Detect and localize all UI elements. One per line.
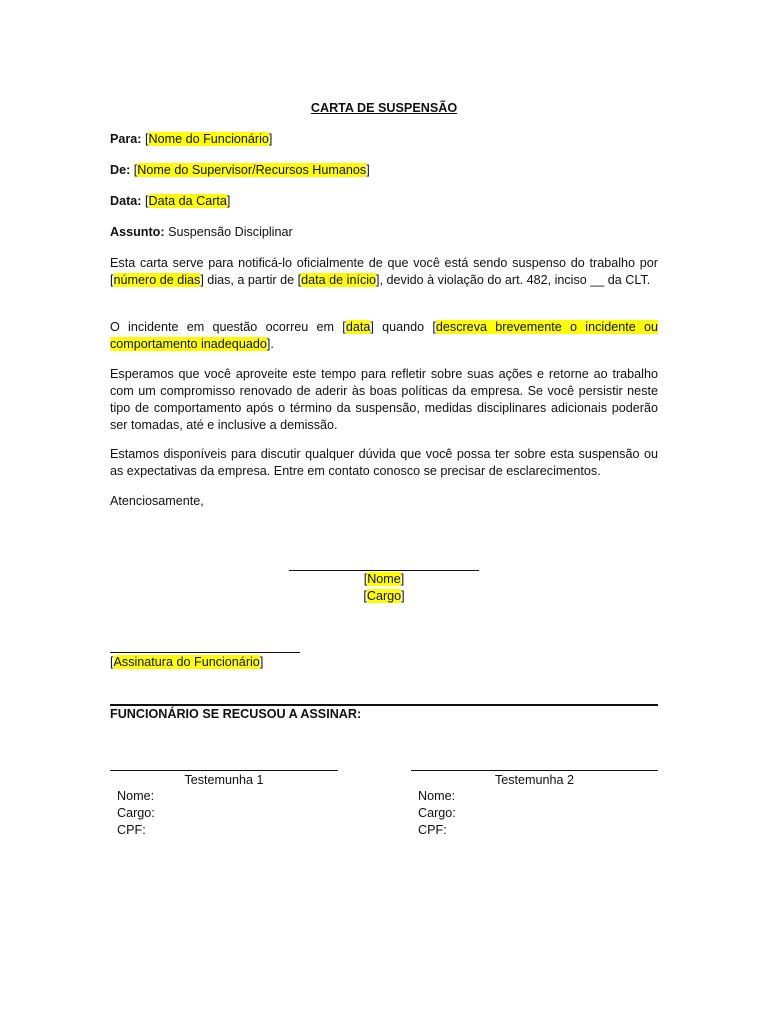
letter-page — [110, 0, 658, 1024]
de-placeholder: Nome do Supervisor/Recursos Humanos — [137, 163, 367, 177]
witness-1-title: Testemunha 1 — [184, 773, 264, 787]
bracket-open: [ — [110, 655, 114, 669]
bracket-open: [ — [363, 589, 367, 603]
witness-1-cargo: Cargo: — [117, 806, 155, 820]
bracket-close: ] — [400, 572, 405, 586]
bracket-close: ] — [259, 655, 264, 669]
document-title: CARTA DE SUSPENSÃO — [310, 101, 458, 115]
employee-signature-label — [110, 654, 263, 671]
signer-role-placeholder: Cargo — [366, 589, 402, 603]
bracket-open: [ — [145, 132, 149, 146]
incident-description-placeholder: descreva brevemente o incidente ou comportamento inadequado — [110, 320, 658, 351]
witness-2-cpf: CPF: — [418, 823, 447, 837]
incident-date-placeholder: data — [345, 320, 371, 334]
bracket-open: [ — [133, 163, 138, 177]
signer-name — [110, 571, 658, 588]
witness-2-nome: Nome: — [418, 789, 456, 803]
data-placeholder: Data da Carta — [148, 194, 227, 208]
days-placeholder: número de dias — [113, 273, 201, 287]
bracket-close: ] — [268, 132, 273, 146]
bracket-open: [ — [363, 572, 368, 586]
paragraph-incident — [110, 319, 658, 353]
closing-text: Atenciosamente, — [110, 494, 204, 508]
witness-2-title: Testemunha 2 — [494, 773, 575, 787]
paragraph-expectations: Esperamos que você aproveite este tempo para refletir sobre suas ações e retorne ao trabalho com um compromisso renovado de aderir às boas políticas da empresa. Se você persistir neste tipo de comportamento após o término da suspensão, medidas disciplinares adicionais poderão ser tomadas, até e inclusive a demissão. — [110, 367, 658, 432]
p2-text-1: O incidente em questão ocorreu em [ — [110, 320, 346, 334]
signer-role — [110, 588, 658, 605]
field-assunto — [110, 224, 293, 241]
p1-text-2: ] dias, a partir de [ — [200, 273, 302, 287]
bracket-close: ] — [226, 194, 231, 208]
refusal-heading: FUNCIONÁRIO SE RECUSOU A ASSINAR: — [110, 707, 362, 721]
employee-signature-line — [110, 652, 300, 653]
data-label: Data: — [110, 194, 142, 208]
de-label: De: — [110, 163, 131, 177]
witness-1-cpf: CPF: — [117, 823, 146, 837]
witness-2-signature-line — [411, 770, 658, 771]
employee-signature-placeholder: Assinatura do Funcionário — [113, 655, 260, 669]
paragraph-contact: Estamos disponíveis para discutir qualquer dúvida que você possa ter sobre esta suspensão ou as expectativas da empresa. Entre em contato conosco se precisar de esclarecimentos. — [110, 447, 658, 478]
witness-1-nome: Nome: — [117, 789, 155, 803]
field-data — [110, 193, 230, 210]
paragraph-notification — [110, 255, 658, 289]
field-de — [110, 162, 370, 179]
field-para — [110, 131, 272, 148]
assunto-value: Suspensão Disciplinar — [168, 225, 293, 239]
p1-text-3: ], devido à violação do art. 482, inciso __ da CLT. — [376, 273, 651, 287]
witness-2-cargo: Cargo: — [418, 806, 456, 820]
bracket-open: [ — [145, 194, 149, 208]
assunto-label: Assunto: — [110, 225, 165, 239]
bracket-close: ] — [366, 163, 370, 177]
p2-text-2: ] quando [ — [370, 320, 436, 334]
p1-text-1: Esta carta serve para notificá-lo oficialmente de que você está sendo suspenso do trabalho por [ — [110, 256, 658, 287]
witness-1-signature-line — [110, 770, 338, 771]
start-date-placeholder: data de início — [301, 273, 377, 287]
signer-name-placeholder: Nome — [367, 572, 401, 586]
p2-text-3: ]. — [266, 337, 274, 351]
para-placeholder: Nome do Funcionário — [148, 132, 269, 146]
bracket-close: ] — [401, 589, 405, 603]
para-label: Para: — [110, 132, 142, 146]
